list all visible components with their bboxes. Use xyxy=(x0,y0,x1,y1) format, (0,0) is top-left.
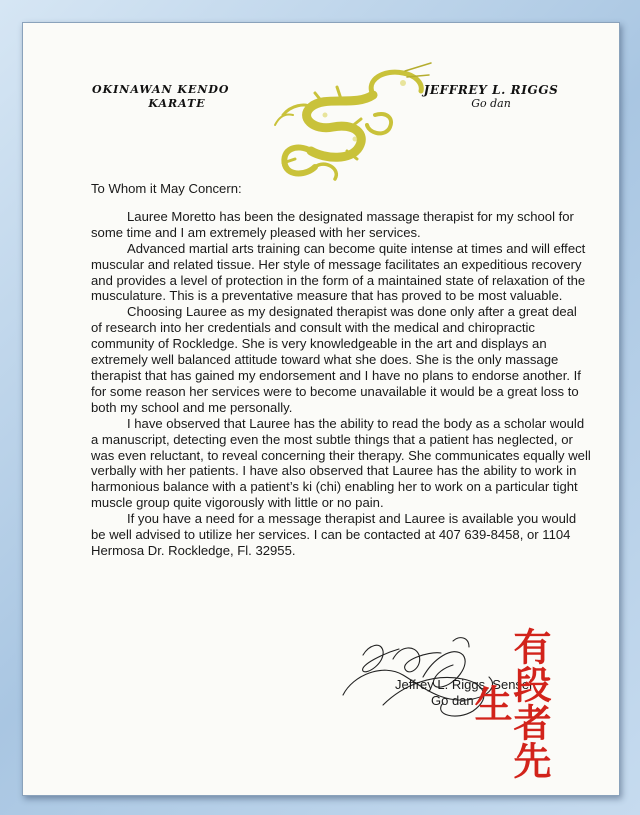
letterhead-sensei-name: JEFFREY L. RIGGS xyxy=(423,83,559,97)
letterhead-sensei xyxy=(411,83,571,111)
signer-name: Jeffrey L. Riggs, Sensei xyxy=(395,677,533,692)
letterhead-school-line2: KARATE xyxy=(148,97,206,110)
paragraph-5: If you have a need for a message therapist and Lauree is available you would be well advised to utilize her services. I can be contacted at 407 639-8458, or 1104 Hermosa Dr. Rockledge, Fl. 32955. xyxy=(91,511,577,558)
letterhead-sensei-rank: Go dan xyxy=(471,97,511,110)
dragon-emblem-icon xyxy=(255,55,435,185)
letter-body xyxy=(91,181,591,559)
letter-page xyxy=(22,22,620,796)
letterhead-school xyxy=(92,83,262,111)
paragraph-2: Advanced martial arts training can become quite intense at times and will effect muscular and related tissue. Her style of message facilitates an expeditious recovery and provides a level of protection in the form of a maintained state of relaxation of the musculature. This is a preventative measure that has proved to be most valuable. xyxy=(91,240,586,304)
paragraph-1: Lauree Moretto has been the designated massage therapist for my school for some time and I am extremely pleased with her services. xyxy=(91,208,574,240)
letterhead-school-line1: OKINAWAN KENDO xyxy=(92,83,230,96)
paragraph-4: I have observed that Lauree has the ability to read the body as a scholar would a manuscript, detecting even the most subtle things that a patient has neglected, or was even reluctant, to reveal concerning their therapy. She communicates equally well verbally with her patients. I have also observed that Lauree has the ability to work in harmonious balance with a patient’s ki (chi) enabling her to work on a particular tight muscle group quite vigorously with little or no pain. xyxy=(91,415,591,511)
salutation: To Whom it May Concern: xyxy=(91,181,242,196)
paragraph-3: Choosing Lauree as my designated therapist was done only after a great deal of research into her credentials and consult with the medical and chiropractic community of Rockledge. She is very knowledgeable in the art and displays an extremely well balanced attitude toward what she does. She is the only massage therapist that has gained my endorsement and I have no plans to endorse another. If for some reason her services were to become unavailable it would be a great loss to both my school and me personally. xyxy=(91,304,581,415)
red-seal-characters: 有段者先生 xyxy=(468,627,552,779)
signer-rank: Go dan xyxy=(431,693,474,708)
